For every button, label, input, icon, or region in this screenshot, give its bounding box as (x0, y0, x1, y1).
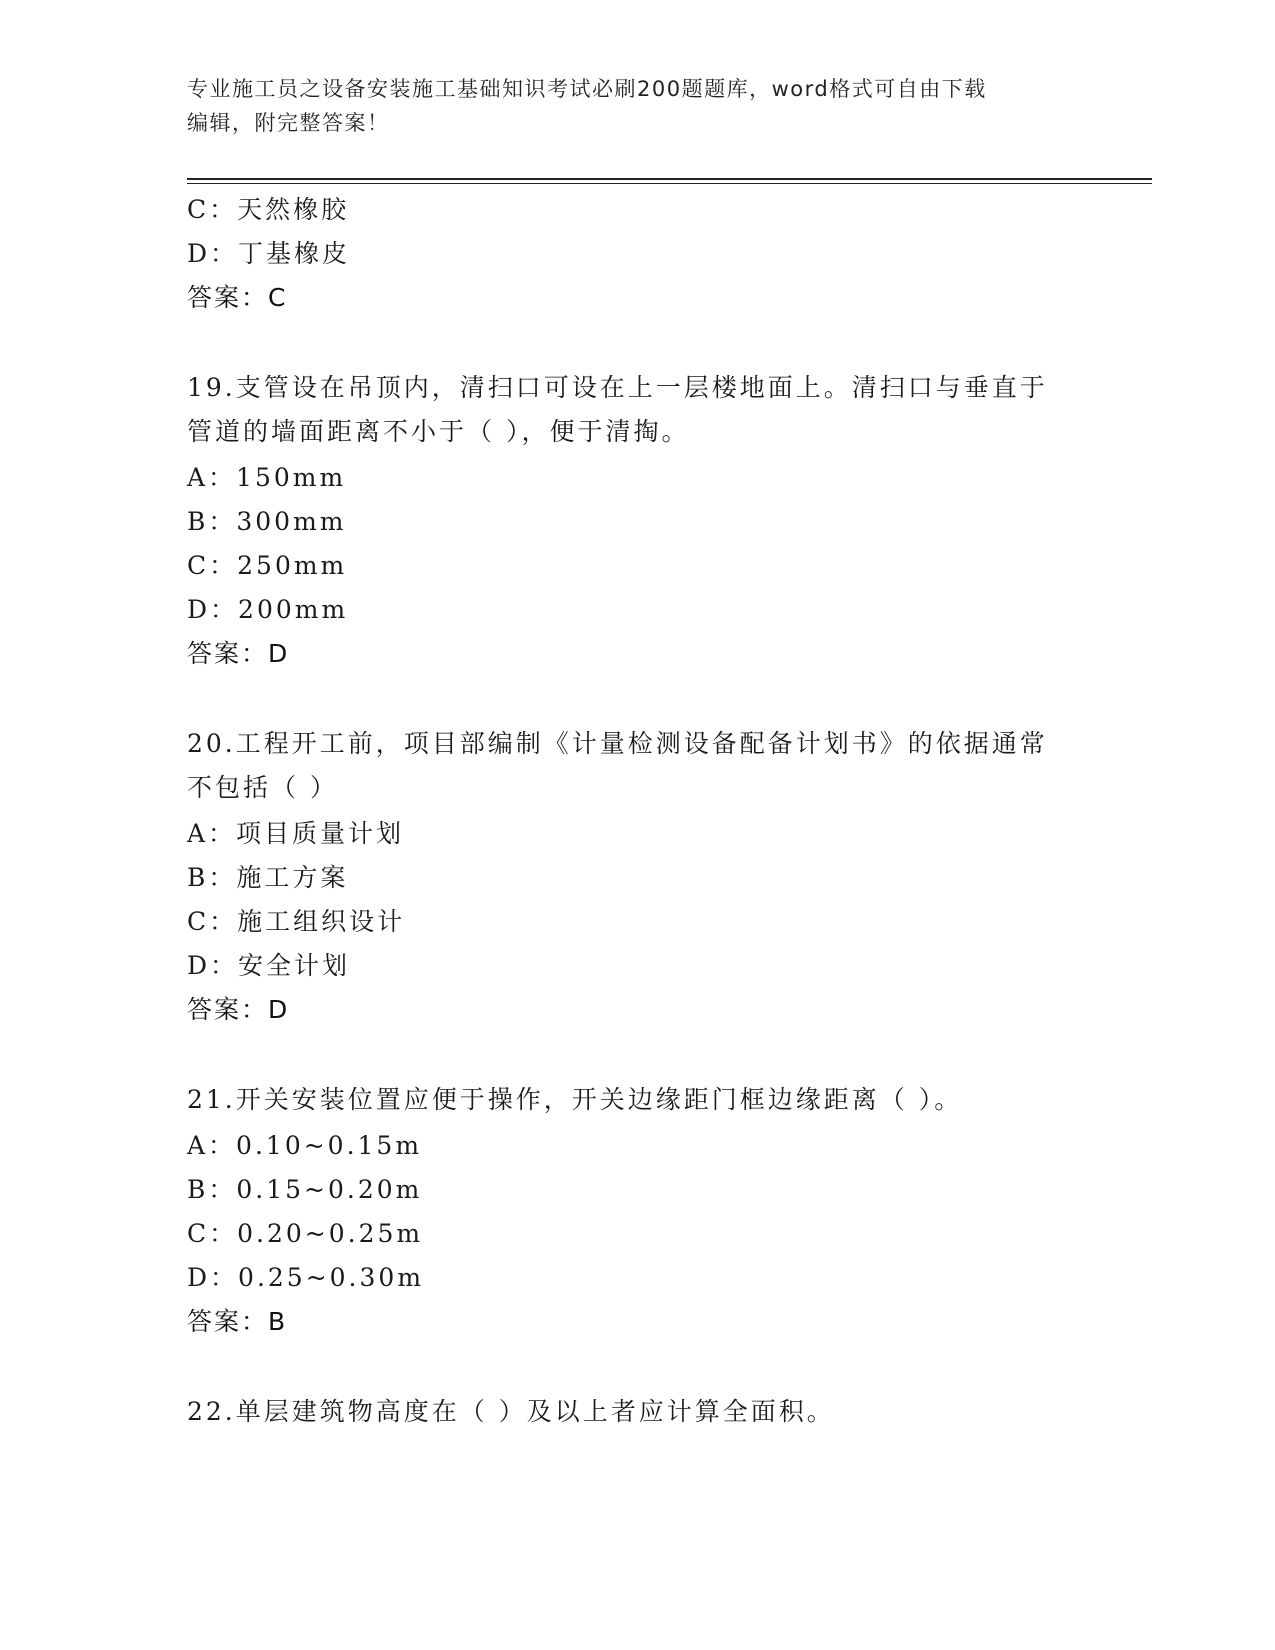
q19-option-c: C：250mm (187, 551, 348, 580)
header-title-line-2: 编辑，附完整答案！ (187, 111, 390, 135)
q19-stem-line-2: 管道的墙面距离不小于（ ），便于清掏。 (187, 417, 690, 446)
document-header (187, 72, 1067, 140)
q18-option-c: C：天然橡胶 (187, 195, 350, 224)
q21-answer: 答案：B (187, 1307, 288, 1336)
q19-stem-line-1: 19.支管设在吊顶内，清扫口可设在上一层楼地面上。清扫口与垂直于 (187, 373, 1048, 402)
header-divider-thick (187, 178, 1152, 180)
header-divider-thin (187, 183, 1152, 184)
q20-option-d: D：安全计划 (187, 951, 351, 980)
q21-option-b: B：0.15~0.20m (187, 1175, 423, 1204)
q20-stem-line-2: 不包括（ ） (187, 773, 338, 802)
q20-option-b: B：施工方案 (187, 863, 349, 892)
q19-answer: 答案：D (187, 639, 290, 668)
q22-stem-line-1: 22.单层建筑物高度在（ ）及以上者应计算全面积。 (187, 1397, 835, 1426)
q18-answer: 答案：C (187, 283, 288, 312)
q18-option-d: D：丁基橡皮 (187, 239, 351, 268)
q19-option-b: B：300mm (187, 507, 347, 536)
header-title-line-1: 专业施工员之设备安装施工基础知识考试必刷200题题库，word格式可自由下载 (187, 77, 987, 101)
q19-option-a: A：150mm (187, 463, 347, 492)
q21-option-a: A：0.10~0.15m (187, 1131, 423, 1160)
q19-option-d: D：200mm (187, 595, 349, 624)
q20-answer: 答案：D (187, 995, 290, 1024)
q21-option-d: D：0.25~0.30m (187, 1263, 425, 1292)
q20-stem-line-1: 20.工程开工前，项目部编制《计量检测设备配备计划书》的依据通常 (187, 729, 1048, 758)
q20-option-a: A：项目质量计划 (187, 819, 405, 848)
q20-option-c: C：施工组织设计 (187, 907, 406, 936)
q21-stem-line-1: 21.开关安装位置应便于操作，开关边缘距门框边缘距离（ ）。 (187, 1085, 963, 1114)
q21-option-c: C：0.20~0.25m (187, 1219, 424, 1248)
